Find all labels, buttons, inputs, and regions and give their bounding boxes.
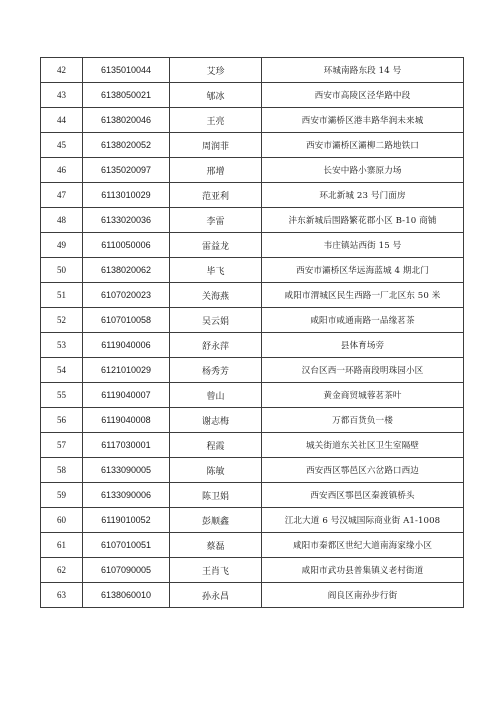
- outlet-code-cell: 6138020062: [83, 258, 170, 283]
- row-number-cell: 53: [41, 333, 83, 358]
- lottery-outlet-table: [40, 57, 464, 608]
- table-row: [41, 358, 464, 383]
- owner-name-cell: 谢志梅: [170, 408, 262, 433]
- table-row: [41, 333, 464, 358]
- owner-name-cell: 孙永昌: [170, 583, 262, 608]
- owner-name-cell: 艾珍: [170, 58, 262, 83]
- table-row: [41, 483, 464, 508]
- row-number-cell: 61: [41, 533, 83, 558]
- row-number-cell: 47: [41, 183, 83, 208]
- address-cell: 环城南路东段 14 号: [262, 58, 464, 83]
- address-cell: 西安市高陵区泾华路中段: [262, 83, 464, 108]
- table-row: [41, 258, 464, 283]
- row-number-cell: 52: [41, 308, 83, 333]
- table-row: [41, 233, 464, 258]
- table-row: [41, 383, 464, 408]
- outlet-code-cell: 6117030001: [83, 433, 170, 458]
- address-cell: 汉台区西一环路南段明珠园小区: [262, 358, 464, 383]
- outlet-code-cell: 6113010029: [83, 183, 170, 208]
- address-cell: 韦庄镇站西街 15 号: [262, 233, 464, 258]
- owner-name-cell: 范亚利: [170, 183, 262, 208]
- outlet-code-cell: 6133090006: [83, 483, 170, 508]
- address-cell: 西安市灞桥区华远海蓝城 4 期北门: [262, 258, 464, 283]
- owner-name-cell: 杨秀芳: [170, 358, 262, 383]
- outlet-code-cell: 6119010052: [83, 508, 170, 533]
- address-cell: 咸阳市咸通南路一品缘茗茶: [262, 308, 464, 333]
- table-row: [41, 533, 464, 558]
- table-row: [41, 58, 464, 83]
- row-number-cell: 43: [41, 83, 83, 108]
- outlet-code-cell: 6119040007: [83, 383, 170, 408]
- row-number-cell: 56: [41, 408, 83, 433]
- owner-name-cell: 王亮: [170, 108, 262, 133]
- address-cell: 西安西区鄠邑区秦渡镇桥头: [262, 483, 464, 508]
- row-number-cell: 44: [41, 108, 83, 133]
- owner-name-cell: 蔡磊: [170, 533, 262, 558]
- outlet-code-cell: 6133090005: [83, 458, 170, 483]
- owner-name-cell: 陈卫娟: [170, 483, 262, 508]
- owner-name-cell: 曾山: [170, 383, 262, 408]
- owner-name-cell: 吴云娟: [170, 308, 262, 333]
- outlet-code-cell: 6121010029: [83, 358, 170, 383]
- row-number-cell: 59: [41, 483, 83, 508]
- table-row: [41, 183, 464, 208]
- table-row: [41, 583, 464, 608]
- outlet-code-cell: 6135020097: [83, 158, 170, 183]
- address-cell: 西安市灞桥区灞柳二路地铁口: [262, 133, 464, 158]
- owner-name-cell: 邢增: [170, 158, 262, 183]
- owner-name-cell: 程霞: [170, 433, 262, 458]
- outlet-code-cell: 6107010058: [83, 308, 170, 333]
- address-cell: 环北新城 23 号门面房: [262, 183, 464, 208]
- row-number-cell: 62: [41, 558, 83, 583]
- outlet-code-cell: 6138020052: [83, 133, 170, 158]
- outlet-code-cell: 6110050006: [83, 233, 170, 258]
- owner-name-cell: 李雷: [170, 208, 262, 233]
- row-number-cell: 60: [41, 508, 83, 533]
- owner-name-cell: 雷益龙: [170, 233, 262, 258]
- row-number-cell: 42: [41, 58, 83, 83]
- address-cell: 城关街道东关社区卫生室隔壁: [262, 433, 464, 458]
- owner-name-cell: 郇冰: [170, 83, 262, 108]
- outlet-code-cell: 6138060010: [83, 583, 170, 608]
- table-body: [41, 58, 464, 608]
- address-cell: 黄金商贸城蓉茗茶叶: [262, 383, 464, 408]
- row-number-cell: 58: [41, 458, 83, 483]
- address-cell: 沣东新城后围路繁花郡小区 B-10 商铺: [262, 208, 464, 233]
- outlet-code-cell: 6138020046: [83, 108, 170, 133]
- address-cell: 咸阳市秦都区世纪大道南海家缘小区: [262, 533, 464, 558]
- address-cell: 西安市灞桥区港丰路华润未来城: [262, 108, 464, 133]
- outlet-code-cell: 6107010051: [83, 533, 170, 558]
- address-cell: 长安中路小寨原力场: [262, 158, 464, 183]
- row-number-cell: 54: [41, 358, 83, 383]
- address-cell: 阎良区南孙步行街: [262, 583, 464, 608]
- outlet-code-cell: 6107090005: [83, 558, 170, 583]
- owner-name-cell: 周润菲: [170, 133, 262, 158]
- table-row: [41, 283, 464, 308]
- table-row: [41, 558, 464, 583]
- address-cell: 咸阳市武功县普集镇义老村街道: [262, 558, 464, 583]
- row-number-cell: 45: [41, 133, 83, 158]
- table-row: [41, 208, 464, 233]
- table-row: [41, 308, 464, 333]
- owner-name-cell: 彭顺鑫: [170, 508, 262, 533]
- row-number-cell: 46: [41, 158, 83, 183]
- address-cell: 万都百货负一楼: [262, 408, 464, 433]
- table-row: [41, 158, 464, 183]
- address-cell: 江北大道 6 号汉城国际商业街 A1-1008: [262, 508, 464, 533]
- row-number-cell: 50: [41, 258, 83, 283]
- owner-name-cell: 王肖飞: [170, 558, 262, 583]
- owner-name-cell: 舒永萍: [170, 333, 262, 358]
- table-row: [41, 433, 464, 458]
- table-row: [41, 508, 464, 533]
- owner-name-cell: 陈敏: [170, 458, 262, 483]
- row-number-cell: 51: [41, 283, 83, 308]
- outlet-code-cell: 6133020036: [83, 208, 170, 233]
- outlet-code-cell: 6135010044: [83, 58, 170, 83]
- row-number-cell: 63: [41, 583, 83, 608]
- outlet-code-cell: 6119040006: [83, 333, 170, 358]
- table-row: [41, 458, 464, 483]
- outlet-code-cell: 6119040008: [83, 408, 170, 433]
- row-number-cell: 55: [41, 383, 83, 408]
- row-number-cell: 49: [41, 233, 83, 258]
- outlet-code-cell: 6107020023: [83, 283, 170, 308]
- table-row: [41, 108, 464, 133]
- owner-name-cell: 毕飞: [170, 258, 262, 283]
- row-number-cell: 48: [41, 208, 83, 233]
- outlet-code-cell: 6138050021: [83, 83, 170, 108]
- table-row: [41, 133, 464, 158]
- address-cell: 西安西区鄠邑区六岔路口西边: [262, 458, 464, 483]
- table-row: [41, 83, 464, 108]
- address-cell: 县体育场旁: [262, 333, 464, 358]
- table-row: [41, 408, 464, 433]
- address-cell: 咸阳市渭城区民生西路一厂北区东 50 米: [262, 283, 464, 308]
- row-number-cell: 57: [41, 433, 83, 458]
- owner-name-cell: 关海燕: [170, 283, 262, 308]
